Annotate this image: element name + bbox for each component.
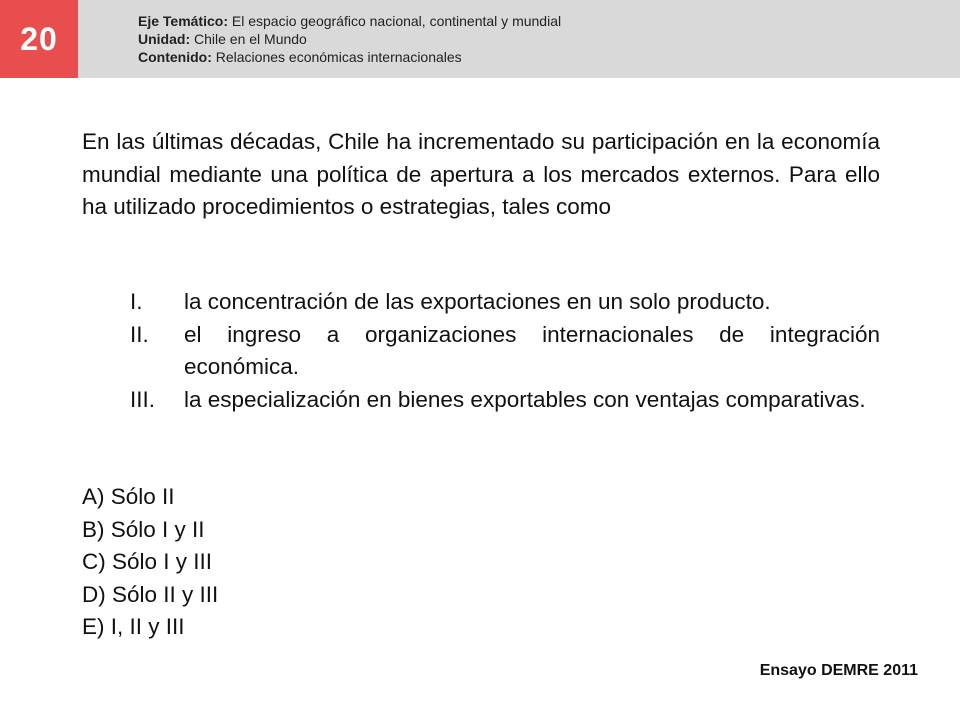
statement-list xyxy=(82,286,880,416)
statement-item xyxy=(82,384,880,417)
eje-tematico-row xyxy=(138,12,561,30)
answer-option-c[interactable]: C) Sólo I y III xyxy=(82,549,213,574)
answer-option-b[interactable]: B) Sólo I y II xyxy=(82,516,205,542)
statement-number: III. xyxy=(130,386,156,412)
header-meta xyxy=(138,12,561,66)
statement-text: el ingreso a organizaciones internacionales de integración económica. xyxy=(184,321,880,379)
answer-option-e[interactable]: E) I, II y III xyxy=(82,614,185,639)
statement-number: II. xyxy=(130,321,149,347)
question-stem: En las últimas décadas, Chile ha incrementado su participación en la economía mundial mediante una política de apertura a los mercados externos. Para ello ha utilizado procedimientos o estrategias, tales como xyxy=(82,129,880,219)
statement-text: la especialización en bienes exportables con ventajas comparativas. xyxy=(184,386,866,412)
unidad-value: Chile en el Mundo xyxy=(194,31,307,47)
eje-tematico-value: El espacio geográfico nacional, continental y mundial xyxy=(231,13,562,29)
statement-number: I. xyxy=(130,289,143,314)
question-number: 20 xyxy=(20,20,58,57)
source-label: Ensayo DEMRE 2011 xyxy=(759,662,918,679)
answer-options xyxy=(82,481,218,644)
eje-tematico-label: Eje Temático: xyxy=(138,13,228,29)
question-number-badge xyxy=(0,0,78,78)
statement-text: la concentración de las exportaciones en un solo producto. xyxy=(184,289,771,314)
statement-item xyxy=(82,319,880,384)
answer-option-d[interactable]: D) Sólo II y III xyxy=(82,581,219,607)
statement-item xyxy=(82,286,880,319)
header-bar xyxy=(0,0,960,78)
unidad-label: Unidad: xyxy=(138,31,191,47)
contenido-value: Relaciones económicas internacionales xyxy=(215,49,462,65)
answer-option-a[interactable]: A) Sólo II xyxy=(82,484,175,509)
contenido-row xyxy=(138,48,561,66)
unidad-row xyxy=(138,30,561,48)
contenido-label: Contenido: xyxy=(138,49,212,65)
